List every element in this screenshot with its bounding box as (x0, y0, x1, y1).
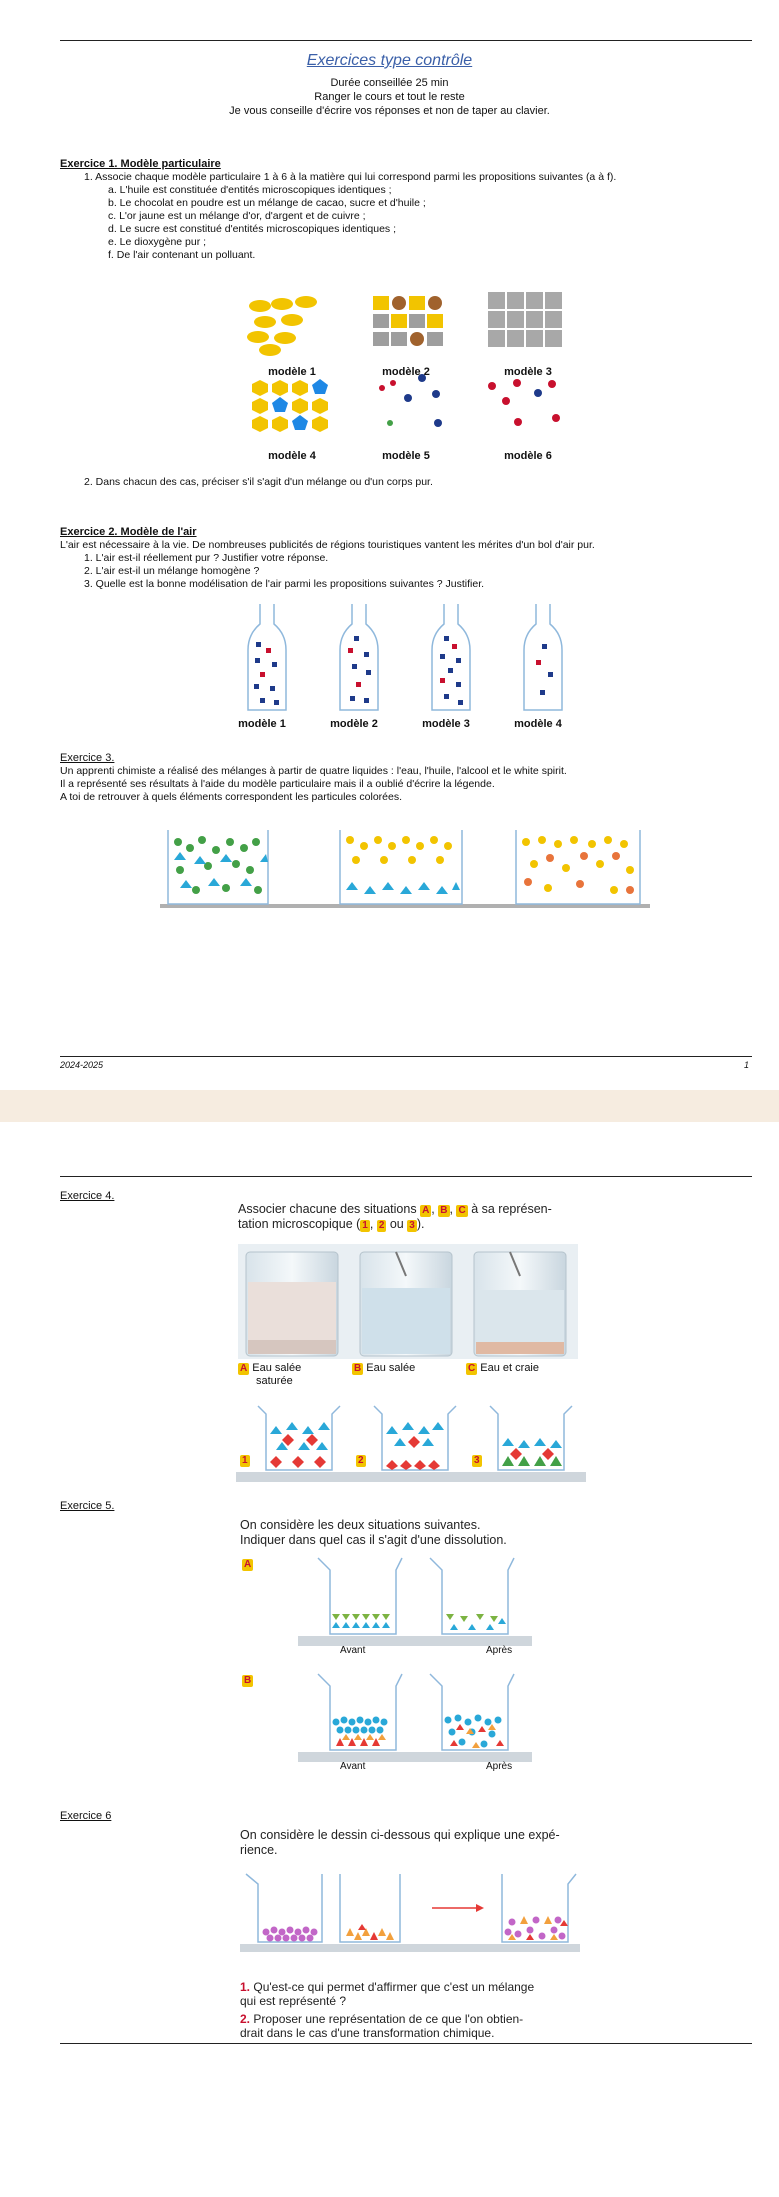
micro-2 (386, 1422, 444, 1470)
ex6-question-2 (240, 2012, 523, 2026)
micro-2-badge: 2 (358, 1455, 364, 1466)
badge-b: B (440, 1205, 448, 1216)
badge-1: 1 (362, 1220, 368, 1231)
ex4-intro-line-1 (238, 1202, 552, 1217)
ex6-q2-number: 2. (240, 2012, 251, 2026)
bottle-2-particles (348, 636, 371, 703)
footer-rule-1 (60, 1056, 752, 1057)
ex5-situation-a (290, 1554, 540, 1654)
ex6-question-2b: drait dans le cas d'une transformation chimique. (240, 2026, 495, 2040)
caption-a-text-2: saturée (256, 1375, 293, 1387)
ex5-badge-b: B (244, 1675, 252, 1686)
ex6-question-1b: qui est représenté ? (240, 1994, 347, 2008)
ex6-beaker-2-particles (346, 1924, 394, 1940)
model-2-diagram (373, 296, 443, 346)
ex4-intro-text-1: Associer chacune des situations (238, 1202, 417, 1216)
model-6-label: modèle 6 (504, 450, 552, 462)
ex5-label-a (242, 1554, 253, 1572)
ex6-beaker-1-particles (263, 1927, 318, 1942)
beaker-c (474, 1252, 566, 1356)
ex2-item-3: 3. Quelle est la bonne modélisation de l'air parmi les propositions suivantes ? Justifier. (84, 578, 485, 590)
model-6-diagram (488, 379, 560, 426)
ex5-badge-a: A (244, 1559, 252, 1570)
ex5-intro-2: Indiquer dans quel cas il s'agit d'une dissolution. (240, 1533, 507, 1547)
ex2-heading: Exercice 2. Modèle de l'air (60, 526, 197, 538)
ex3-mixtures-figure (160, 820, 660, 915)
page2-top-rule (60, 1176, 752, 1177)
ex6-intro-1: On considère le dessin ci-dessous qui explique une expé- (240, 1828, 560, 1842)
page-title: Exercices type contrôle (306, 52, 473, 69)
bottle-3-particles (440, 636, 463, 705)
ex5-b-before-label: Avant (340, 1761, 366, 1772)
ex5-a-before-label: Avant (340, 1645, 366, 1656)
ex4-intro-line-2 (238, 1217, 424, 1232)
ex1-item-b: b. Le chocolat en poudre est un mélange de cacao, sucre et d'huile ; (108, 197, 426, 209)
model-4-diagram (252, 379, 328, 432)
caption-b (352, 1362, 415, 1375)
ex6-beaker-3-particles (505, 1916, 569, 1940)
ex5-label-b (242, 1670, 253, 1688)
ex4-sep-3: , (369, 1217, 374, 1231)
ex1-heading: Exercice 1. Modèle particulaire (60, 158, 221, 170)
ex6-heading: Exercice 6 (60, 1810, 112, 1822)
page-1 (0, 0, 779, 1090)
ex4-intro-text-3: tation microscopique ( (238, 1217, 361, 1231)
caption-b-badge: B (354, 1363, 362, 1374)
ex5-b-after-label: Après (486, 1761, 513, 1772)
page2-bottom-rule (60, 2043, 752, 2044)
bottle-2 (340, 604, 378, 710)
model-5-label: modèle 5 (382, 450, 430, 462)
ex5-a-after-label: Après (486, 1645, 513, 1656)
ex6-arrow (432, 1904, 484, 1912)
badge-3: 3 (409, 1220, 415, 1231)
caption-c-badge: C (468, 1363, 476, 1374)
ex1-question-2: 2. Dans chacun des cas, préciser s'il s'agit d'un mélange ou d'un corps pur. (84, 476, 433, 488)
model-3-label: modèle 3 (504, 366, 552, 378)
ex4-intro-text-4: ou (389, 1217, 404, 1231)
ex5-situation-b (290, 1670, 540, 1770)
container-1-particles (174, 836, 268, 894)
air-model-4-label: modèle 4 (514, 718, 562, 730)
ex3-line-3: A toi de retrouver à quels éléments correspondent les particules colorées. (60, 791, 403, 803)
instruction-text: Ranger le cours et tout le reste (314, 91, 465, 103)
top-rule (60, 40, 752, 41)
badge-a: A (422, 1205, 430, 1216)
ex1-question-1: 1. Associe chaque modèle particulaire 1 à 6 à la matière qui lui correspond parmi les propositions suivantes (a à f). (84, 171, 617, 183)
micro-1-label (240, 1450, 250, 1468)
model-4-label: modèle 4 (268, 450, 316, 462)
micro-1 (270, 1422, 330, 1468)
model-5-diagram (379, 374, 442, 427)
ex2-intro: L'air est nécessaire à la vie. De nombreuses publicités de régions touristiques vantent les mérites d'un bol d'air pur. (60, 539, 595, 551)
caption-c (466, 1362, 539, 1375)
ex6-question-1 (240, 1980, 534, 1994)
air-model-1-label: modèle 1 (238, 718, 286, 730)
ex4-sep-2: , (449, 1202, 453, 1216)
air-model-2-label: modèle 2 (330, 718, 378, 730)
model-1-diagram (247, 296, 317, 356)
caption-a-badge: A (240, 1363, 248, 1374)
micro-2-label (356, 1450, 366, 1468)
ex1-item-d: d. Le sucre est constitué d'entités microscopiques identiques ; (108, 223, 396, 235)
micro-1-badge: 1 (242, 1455, 248, 1466)
ex3-line-2: Il a représenté ses résultats à l'aide du modèle particulaire mais il a oublié d'écrire la légende. (60, 778, 495, 790)
ex4-sep-1: , (431, 1202, 435, 1216)
ex6-q1-text: Qu'est-ce qui permet d'affirmer que c'est un mélange (253, 1980, 535, 1994)
footer-page-number: 1 (744, 1060, 750, 1070)
advice-text: Je vous conseille d'écrire vos réponses et non de taper au clavier. (229, 105, 550, 117)
micro-3-badge: 3 (474, 1455, 480, 1466)
bottle-1 (248, 604, 286, 710)
ex6-experiment-figure (240, 1870, 580, 1965)
ex4-beakers-photo (238, 1244, 578, 1359)
ex1-item-a: a. L'huile est constituée d'entités microscopiques identiques ; (108, 184, 392, 196)
bottle-3 (432, 604, 470, 710)
badge-c: C (458, 1205, 466, 1216)
bottle-1-particles (254, 642, 279, 705)
beaker-a (246, 1252, 338, 1356)
ex5-a-before (332, 1614, 390, 1628)
micro-3-label (472, 1450, 482, 1468)
footer-year: 2024-2025 (60, 1060, 104, 1070)
ex3-heading: Exercice 3. (60, 752, 115, 764)
micro-3 (502, 1438, 562, 1466)
ex2-item-1: 1. L'air est-il réellement pur ? Justifier votre réponse. (84, 552, 329, 564)
ex5-a-after (446, 1614, 506, 1630)
air-model-3-label: modèle 3 (422, 718, 470, 730)
ex2-bottles-figure (230, 600, 590, 715)
bottle-4-particles (536, 644, 553, 695)
ex6-intro-2: rience. (240, 1843, 278, 1857)
model-3-diagram (488, 292, 562, 347)
ex4-microscopic-figure (236, 1404, 586, 1484)
ex1-item-f: f. De l'air contenant un polluant. (108, 249, 256, 261)
ex1-item-e: e. Le dioxygène pur ; (108, 236, 207, 248)
ex5-b-before (333, 1717, 388, 1747)
ex6-q1-number: 1. (240, 1980, 251, 1994)
caption-b-text: Eau salée (366, 1362, 416, 1374)
ex2-item-2: 2. L'air est-il un mélange homogène ? (84, 565, 260, 577)
badge-2: 2 (378, 1220, 385, 1231)
container-2-particles (346, 836, 460, 894)
ex4-intro-text-5: ). (416, 1217, 425, 1231)
caption-a-text: Eau salée (252, 1362, 302, 1374)
beaker-b (360, 1252, 452, 1356)
ex3-line-1: Un apprenti chimiste a réalisé des mélanges à partir de quatre liquides : l'eau, l'huile, l'alcool et le white spirit. (60, 765, 567, 777)
duration-text: Durée conseillée 25 min (330, 77, 449, 89)
container-3-particles (522, 836, 634, 894)
caption-a (238, 1362, 333, 1387)
caption-c-text: Eau et craie (480, 1362, 539, 1374)
model-2-label: modèle 2 (382, 366, 430, 378)
ex5-heading: Exercice 5. (60, 1500, 115, 1512)
ex4-intro-text-2: à sa représen- (471, 1202, 552, 1216)
ex5-b-after (445, 1715, 505, 1749)
ex4-heading: Exercice 4. (60, 1190, 115, 1202)
model-1-label: modèle 1 (268, 366, 316, 378)
ex1-item-c: c. L'or jaune est un mélange d'or, d'argent et de cuivre ; (108, 210, 366, 222)
ex6-q2-text: Proposer une représentation de ce que l'on obtien- (253, 2012, 524, 2026)
ex5-intro-1: On considère les deux situations suivantes. (240, 1518, 481, 1532)
page-2 (0, 1122, 779, 2197)
